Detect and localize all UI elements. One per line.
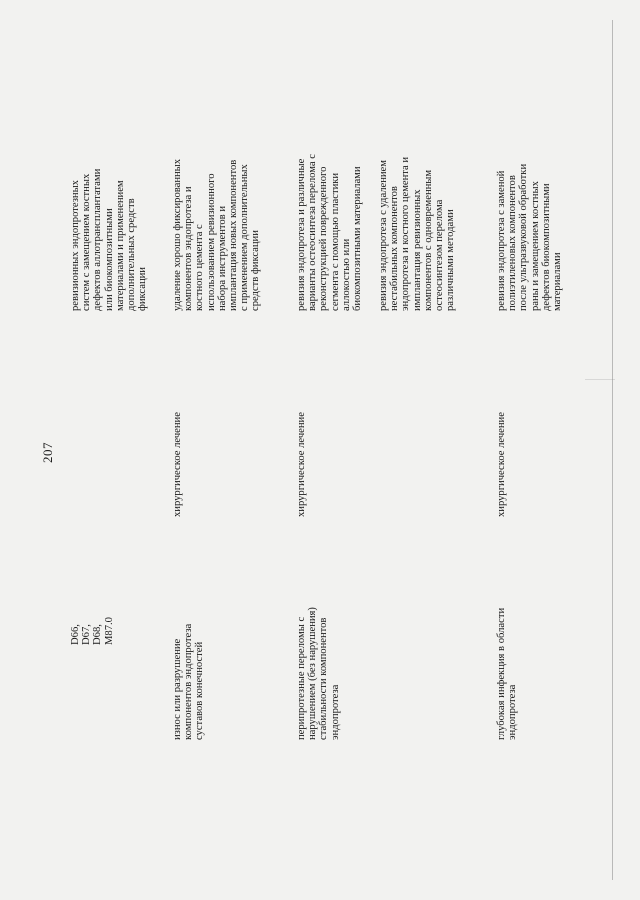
condition-text: износ или разрушение компонентов эндопротеза суставов конечностей (172, 623, 206, 740)
method-text: ревизия эндопротеза с заменой полиэтиленовых компонентов после ультразвуковой обработки раны и замещением костных дефектов биокомпозитными материалами (496, 163, 564, 311)
page-number: 207 (40, 442, 55, 463)
method-text: ревизия эндопротеза и различные варианты остеосинтеза перелома с реконструкцией поврежденного сегмента с помощью пластики аллокостью или биокомпозитными материалами (296, 154, 364, 311)
treatment-type: хирургическое лечение (296, 412, 307, 517)
method-text: удаление хорошо фиксированных компонентов эндопротеза и костного цемента с использованием ревизионного набора инструментов и имплантация новых компонентов с применением дополнительных средств фиксации (172, 158, 262, 311)
scan-artifact-mark (585, 379, 615, 380)
treatment-type: хирургическое лечение (496, 412, 507, 517)
method-text: ревизионных эндопротезных систем с замещением костных дефектов аллотрансплантатами или биокомпозитными материалами и применением дополнительных средств фиксации (70, 168, 149, 311)
condition-text: глубокая инфекция в области эндопротеза (496, 607, 519, 740)
method-text: ревизия эндопротеза с удалением нестабильных компонентов эндопротеза и костного цемента и имплантация ревизионных компонентов с одновременным остеосинтезом перелома различными методами (378, 156, 457, 311)
scan-artifact-line (612, 20, 613, 880)
condition-text: перипротезные переломы с нарушением (без нарушения) стабильности компонентов эндопротеза (296, 607, 341, 740)
treatment-type: хирургическое лечение (172, 412, 183, 517)
diagnosis-codes: D66, D67, D68, M87.0 (70, 617, 115, 645)
